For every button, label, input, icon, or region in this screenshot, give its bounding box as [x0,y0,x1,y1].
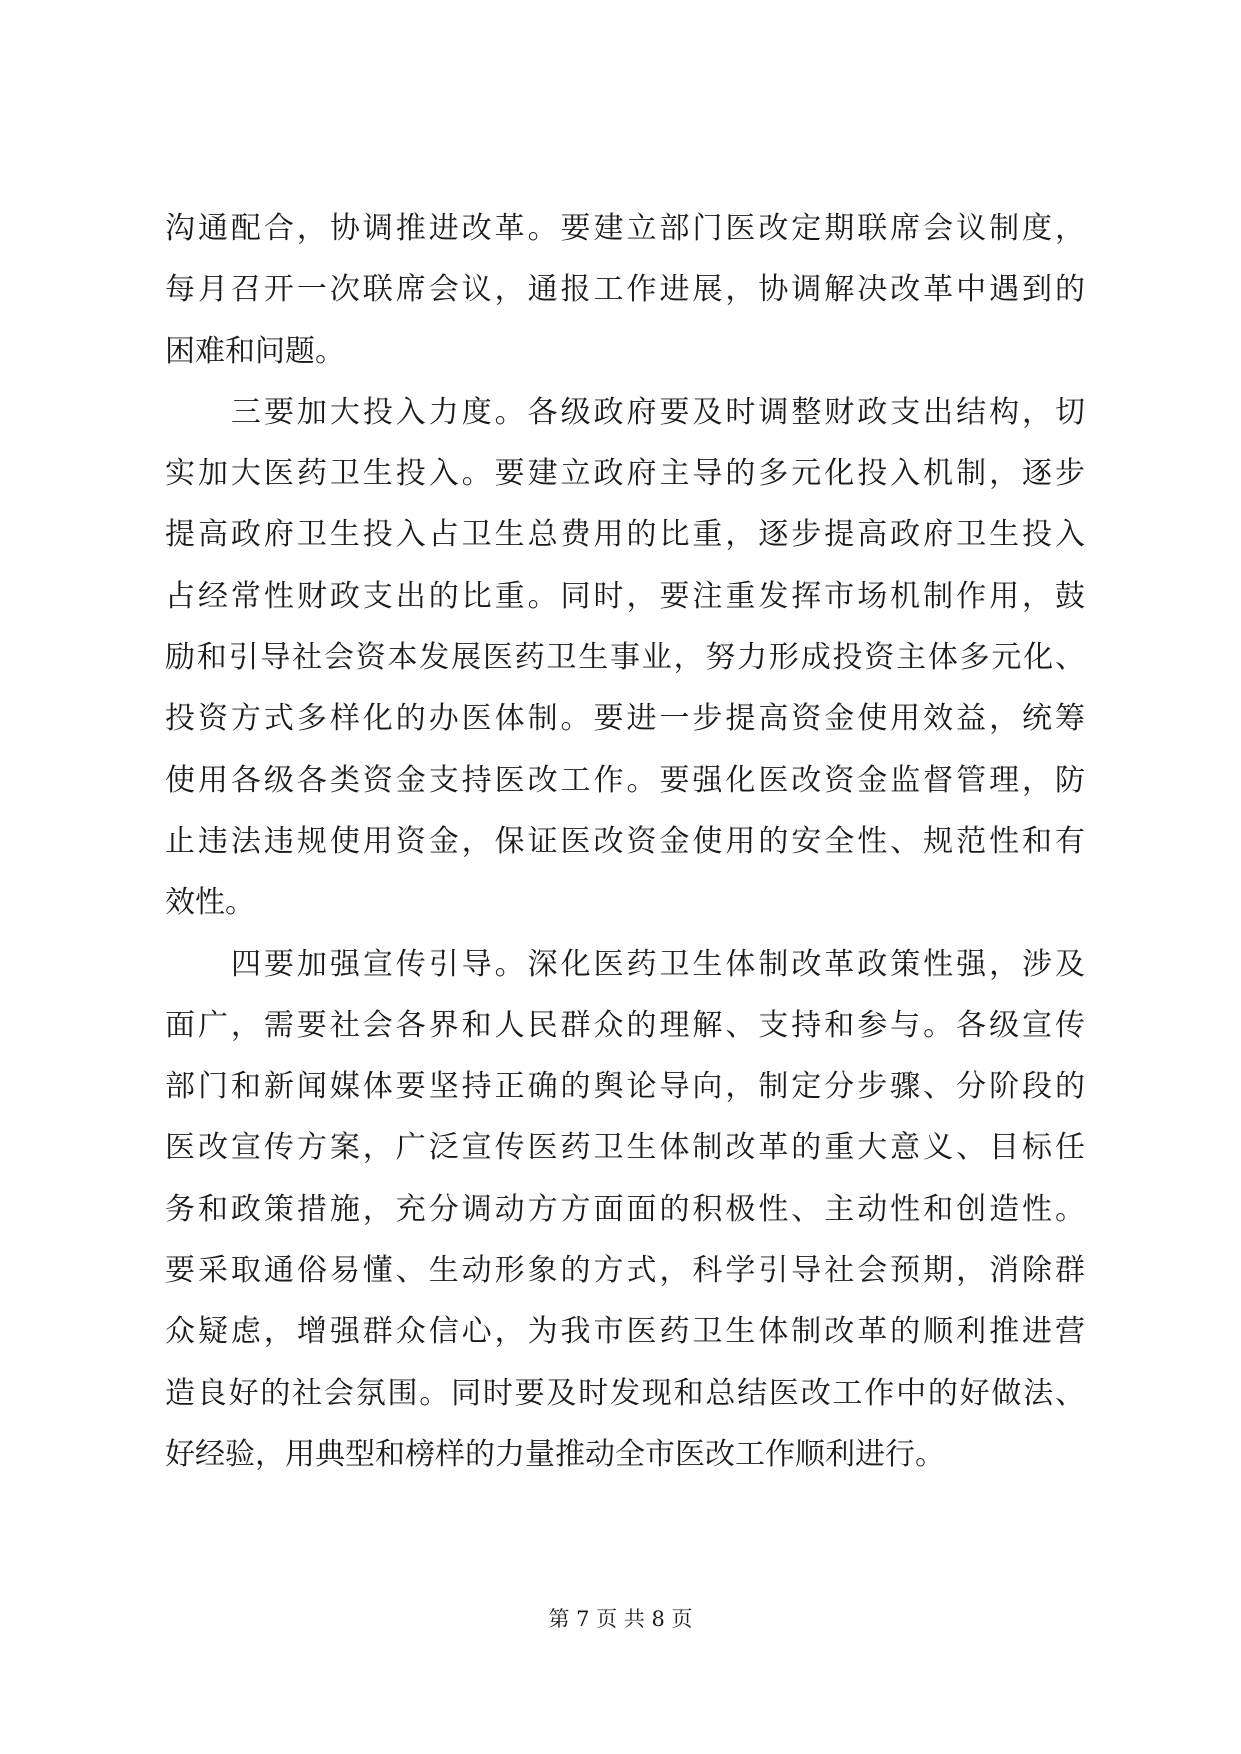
text-line: 面广，需要社会各界和人民群众的理解、支持和参与。各级宣传 [165,1007,1085,1043]
text-line: 实加大医药卫生投入。要建立政府主导的多元化投入机制，逐步 [165,456,1085,492]
text-line: 好经验，用典型和榜样的力量推动全市医改工作顺利进行。 [165,1436,945,1472]
body-text [165,198,1085,1485]
text-line: 务和政策措施，充分调动方方面面的积极性、主动性和创造性。 [165,1191,1085,1227]
text-line: 每月召开一次联席会议，通报工作进展，协调解决改革中遇到的 [165,272,1085,308]
text-line: 提高政府卫生投入占卫生总费用的比重，逐步提高政府卫生投入 [165,517,1085,553]
paragraph-start-line: 四要加强宣传引导。深化医药卫生体制改革政策性强，涉及 [231,946,1085,982]
text-line: 止违法违规使用资金，保证医改资金使用的安全性、规范性和有 [165,823,1085,859]
text-line: 沟通配合，协调推进改革。要建立部门医改定期联席会议制度， [165,211,1085,246]
paragraph-start-line: 三要加大投入力度。各级政府要及时调整财政支出结构，切 [231,394,1085,430]
text-line: 医改宣传方案，广泛宣传医药卫生体制改革的重大意义、目标任 [165,1130,1085,1166]
text-line: 要采取通俗易懂、生动形象的方式，科学引导社会预期，消除群 [165,1253,1085,1289]
text-line: 困难和问题。 [165,333,345,369]
page-number-footer: 第 7 页 共 8 页 [548,1607,693,1631]
text-line: 效性。 [165,885,255,921]
text-line: 占经常性财政支出的比重。同时，要注重发挥市场机制作用，鼓 [165,578,1085,614]
text-line: 投资方式多样化的办医体制。要进一步提高资金使用效益，统筹 [165,701,1085,737]
text-line: 众疑虑，增强群众信心，为我市医药卫生体制改革的顺利推进营 [165,1314,1085,1350]
text-line: 励和引导社会资本发展医药卫生事业，努力形成投资主体多元化、 [165,640,1085,676]
text-line: 造良好的社会氛围。同时要及时发现和总结医改工作中的好做法、 [165,1375,1085,1411]
text-line: 使用各级各类资金支持医改工作。要强化医改资金监督管理，防 [165,762,1085,798]
text-line: 部门和新闻媒体要坚持正确的舆论导向，制定分步骤、分阶段的 [165,1069,1085,1105]
